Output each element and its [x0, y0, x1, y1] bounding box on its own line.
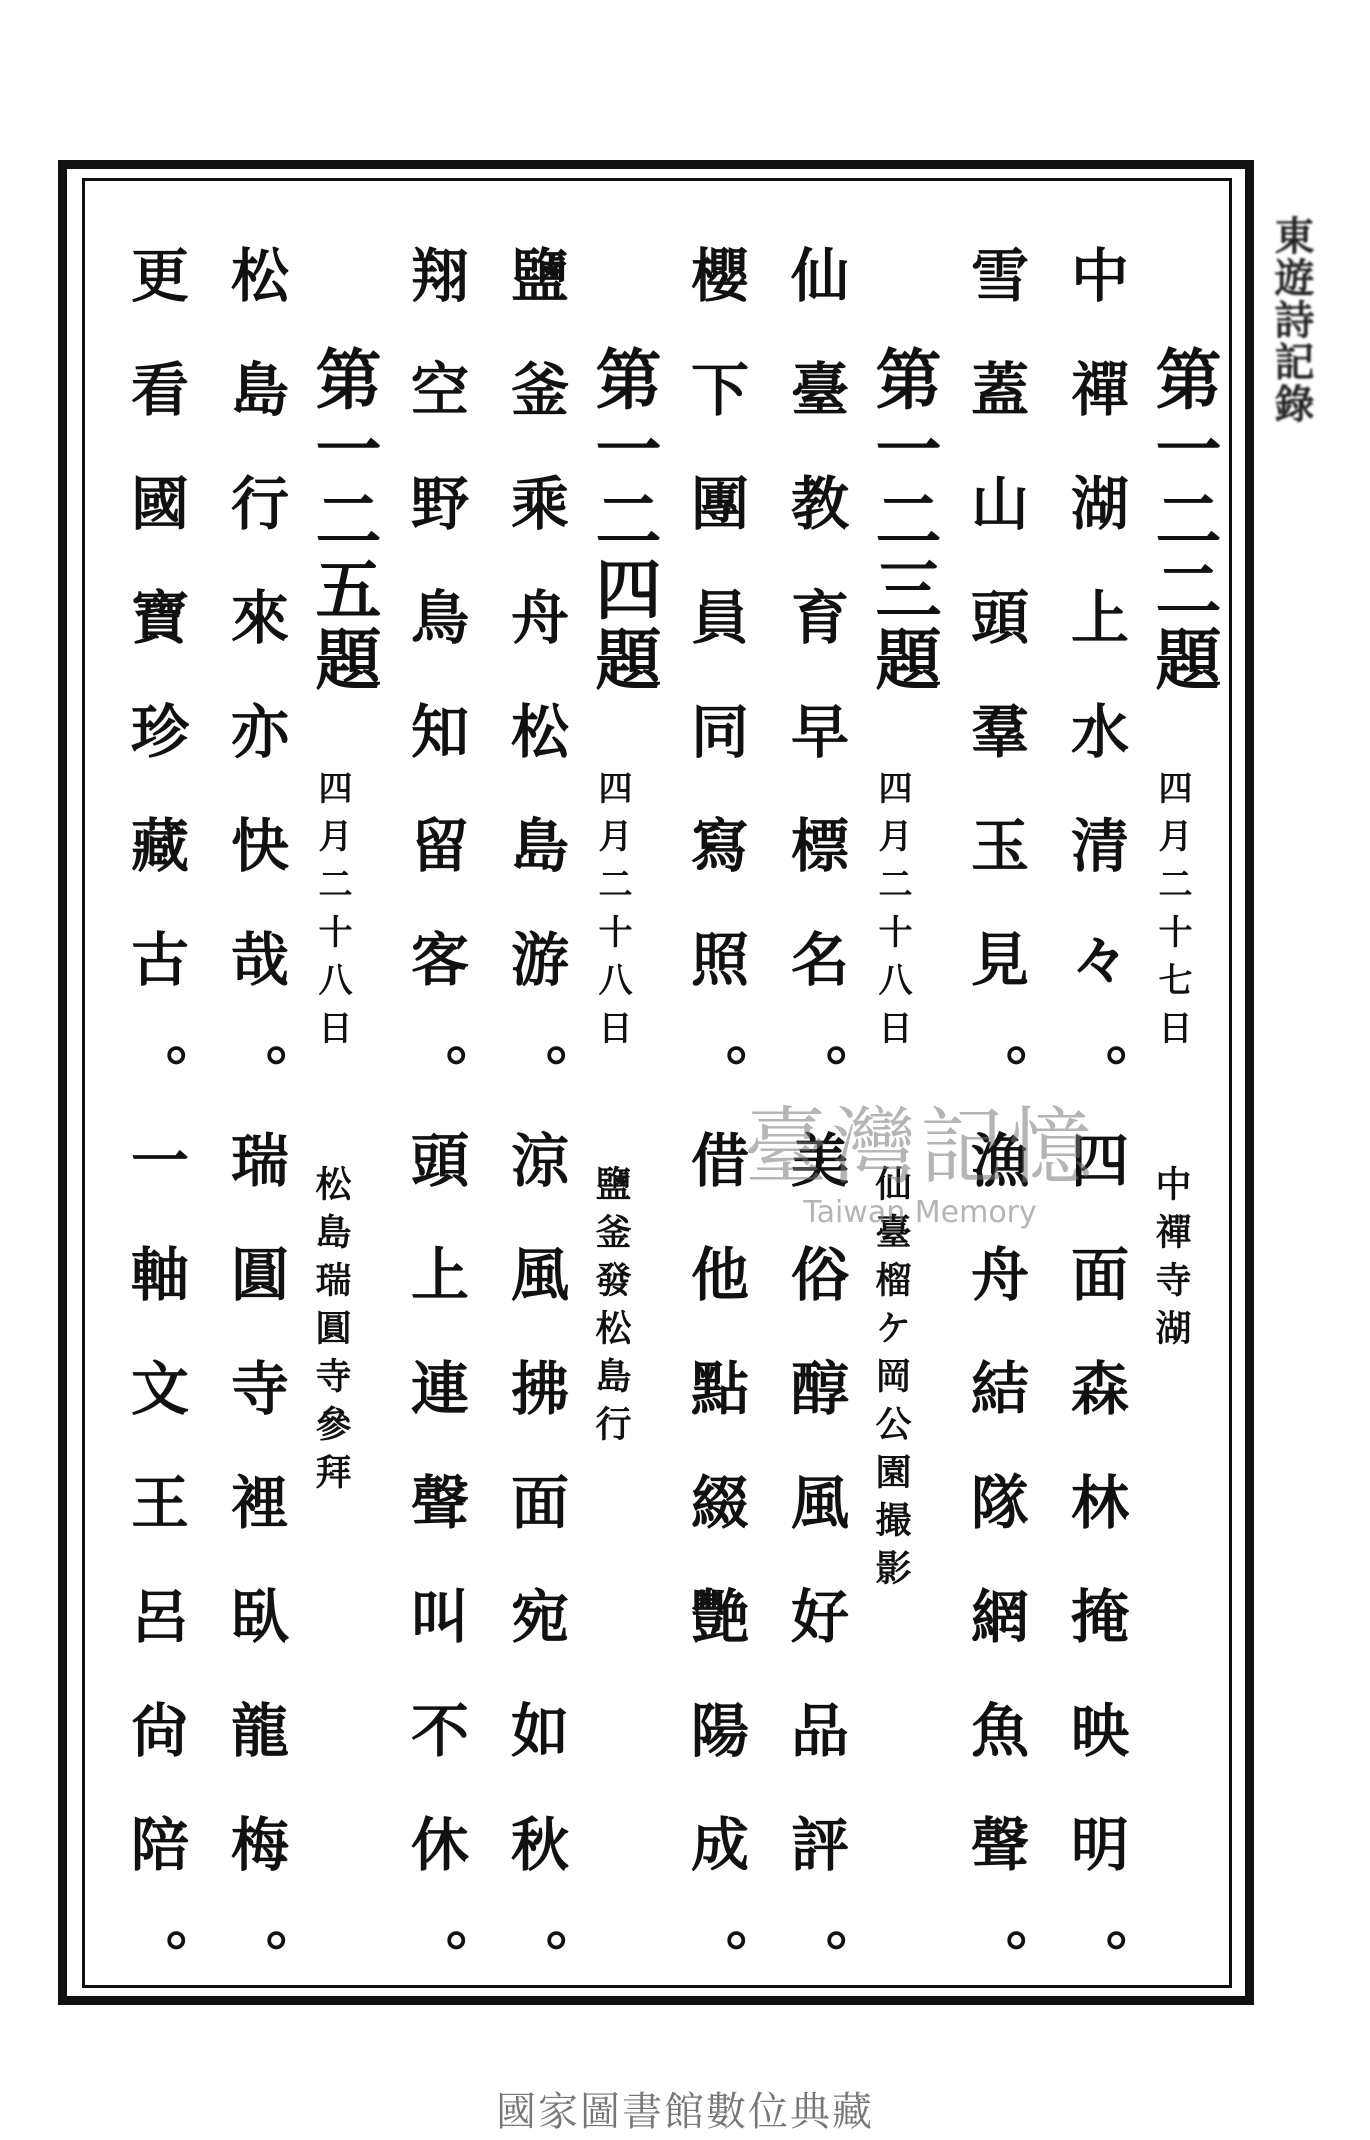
poem-caption: 鹽釜發松島行 [590, 1165, 632, 1453]
poem-date: 四月二十八日 [872, 770, 912, 1058]
verse-line: 中禪湖上水清々。 [1061, 245, 1129, 1157]
poem-title: 第一二五題 [304, 345, 382, 695]
verse-line: 借他點綴艷陽成。 [681, 1130, 749, 2042]
watermark-text: 臺灣記憶 [743, 1098, 1096, 1196]
poem-caption: 仙臺榴ケ岡公園撮影 [870, 1165, 912, 1597]
verse-line: 涼風拂面宛如秋。 [501, 1130, 569, 2042]
verse-line: 四面森林掩映明。 [1061, 1130, 1129, 2042]
archive-footer: 國家圖書館數位典藏 [496, 2089, 874, 2135]
verse-line: 一軸文王呂尙陪。 [121, 1130, 189, 2042]
poem-title: 第一二四題 [584, 345, 662, 695]
verse-line: 仙臺教育早標名。 [781, 245, 849, 1157]
verse-line: 頭上連聲叫不休。 [401, 1130, 469, 2042]
verse-line: 瑞圓寺裡臥龍梅。 [221, 1130, 289, 2042]
poem-caption: 松島瑞圓寺參拜 [310, 1165, 352, 1501]
watermark-logo [690, 1080, 1150, 1240]
verse-line: 漁舟結隊網魚聲。 [961, 1130, 1029, 2042]
watermark-subtext: Taiwan Memory [803, 1195, 1037, 1230]
poem-title: 第一二二題 [1144, 345, 1222, 695]
verse-line: 鹽釜乘舟松島游。 [501, 245, 569, 1157]
verse-line: 更看國寶珍藏古。 [121, 245, 189, 1157]
poem-caption: 中禪寺湖 [1150, 1165, 1192, 1357]
poem-title: 第一二三題 [864, 345, 942, 695]
poem-date: 四月二十八日 [592, 770, 632, 1058]
verse-line: 翔空野鳥知留客。 [401, 245, 469, 1157]
poem-date: 四月二十七日 [1152, 770, 1192, 1058]
spine-title: 東遊詩記錄 [1268, 215, 1315, 425]
verse-line: 松島行來亦快哉。 [221, 245, 289, 1157]
verse-line: 美俗醇風好品評。 [781, 1130, 849, 2042]
poem-date: 四月二十八日 [312, 770, 352, 1058]
verse-line: 櫻下團員同寫照。 [681, 245, 749, 1157]
verse-line: 雪蓋山頭羣玉見。 [961, 245, 1029, 1157]
